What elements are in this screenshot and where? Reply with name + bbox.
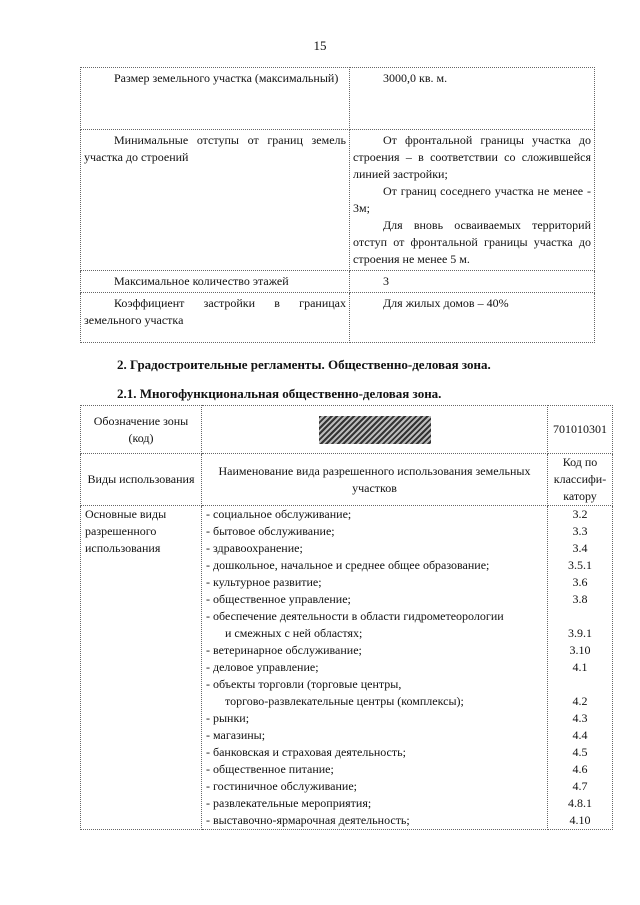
param-value-line: Для вновь осваиваемых территорий отступ от фронтальной границы участка до строения не менее 5 м. (353, 218, 591, 266)
list-item: - бытовое обслуживание; (206, 524, 335, 538)
classifier-code: 4.4 (572, 728, 588, 742)
list-item: - здравоохранение; (206, 541, 303, 555)
classifier-code: 4.10 (569, 813, 591, 827)
classifier-code: 3.4 (572, 541, 588, 555)
list-item: - деловое управление; (206, 660, 319, 674)
param-value-line: 3000,0 кв. м. (383, 71, 448, 85)
list-item-line: и смежных с ней областях; (225, 626, 363, 640)
code-list (548, 506, 613, 830)
param-name: Минимальные отступы от границ земель участка до строений (81, 130, 350, 271)
zone-row (81, 406, 613, 454)
param-value-line: 3 (383, 274, 389, 288)
zone-code-image-cell (202, 406, 548, 454)
list-item-line: - обеспечение деятельности в области гидрометеорологии (206, 609, 504, 623)
list-item: - общественное управление; (206, 592, 351, 606)
param-name: Коэффициент застройки в границах земельного участка (81, 293, 350, 343)
group-label: Основные виды разрешенного использования (81, 506, 202, 830)
redacted-code-image (319, 416, 431, 444)
main-uses-row (81, 506, 613, 830)
param-value-line: От фронтальной границы участка до строения – в соответствии со сложившейся линией застройки; (353, 133, 591, 181)
list-item: - общественное питание; (206, 762, 334, 776)
list-item: - ветеринарное обслуживание; (206, 643, 362, 657)
table-row (81, 130, 595, 271)
list-item: - рынки; (206, 711, 250, 725)
classifier-code: 4.2 (572, 694, 588, 708)
list-item-line: - объекты торговли (торговые центры, (206, 677, 402, 691)
classifier-code: 4.3 (572, 711, 588, 725)
classifier-code: 4.8.1 (568, 796, 592, 810)
list-item (206, 608, 543, 642)
permitted-use-table (80, 405, 613, 830)
param-value (350, 68, 595, 130)
list-item: - выставочно-ярмарочная деятельность; (206, 813, 410, 827)
classifier-code: 3.10 (569, 643, 591, 657)
header-row (81, 454, 613, 506)
list-item-line: торгово-развлекательные центры (комплексы); (225, 694, 464, 708)
parameters-table (80, 67, 595, 343)
header-use-types: Виды использования (81, 454, 202, 506)
classifier-code: 4.1 (572, 660, 588, 674)
section-heading: 2. Градостроительные регламенты. Общественно-деловая зона. (117, 357, 491, 372)
table-row (81, 293, 595, 343)
list-item: - культурное развитие; (206, 575, 322, 589)
classifier-code: 3.9.1 (568, 626, 592, 640)
classifier-code: 4.7 (572, 779, 588, 793)
list-item: - социальное обслуживание; (206, 507, 352, 521)
list-item: - магазины; (206, 728, 266, 742)
table-row (81, 68, 595, 130)
list-item: - дошкольное, начальное и среднее общее образование; (206, 558, 490, 572)
classifier-code: 3.5.1 (568, 558, 592, 572)
param-name: Максимальное количество этажей (81, 271, 350, 293)
classifier-code: 3.8 (572, 592, 588, 606)
param-name: Размер земельного участка (максимальный) (81, 68, 350, 130)
list-item: - гостиничное обслуживание; (206, 779, 357, 793)
table-row (81, 271, 595, 293)
param-value-line: От границ соседнего участка не менее - 3м; (353, 184, 591, 215)
zone-label: Обозначение зоны (код) (81, 406, 202, 454)
page-number: 15 (313, 38, 327, 53)
subsection-heading: 2.1. Многофункциональная общественно-деловая зона. (117, 386, 442, 401)
classifier-code: 3.2 (572, 507, 588, 521)
classifier-code: 3.3 (572, 524, 588, 538)
header-classifier-code: Код по классифи-катору (548, 454, 613, 506)
param-value (350, 130, 595, 271)
use-list (202, 506, 548, 830)
header-use-name: Наименование вида разрешенного использования земельных участков (202, 454, 548, 506)
param-value-line: Для жилых домов – 40% (383, 296, 509, 310)
zone-code: 701010301 (548, 406, 613, 454)
list-item (206, 676, 543, 710)
param-value (350, 293, 595, 343)
param-value (350, 271, 595, 293)
classifier-code: 4.6 (572, 762, 588, 776)
list-item: - банковская и страховая деятельность; (206, 745, 406, 759)
list-item: - развлекательные мероприятия; (206, 796, 372, 810)
classifier-code: 4.5 (572, 745, 588, 759)
classifier-code: 3.6 (572, 575, 588, 589)
